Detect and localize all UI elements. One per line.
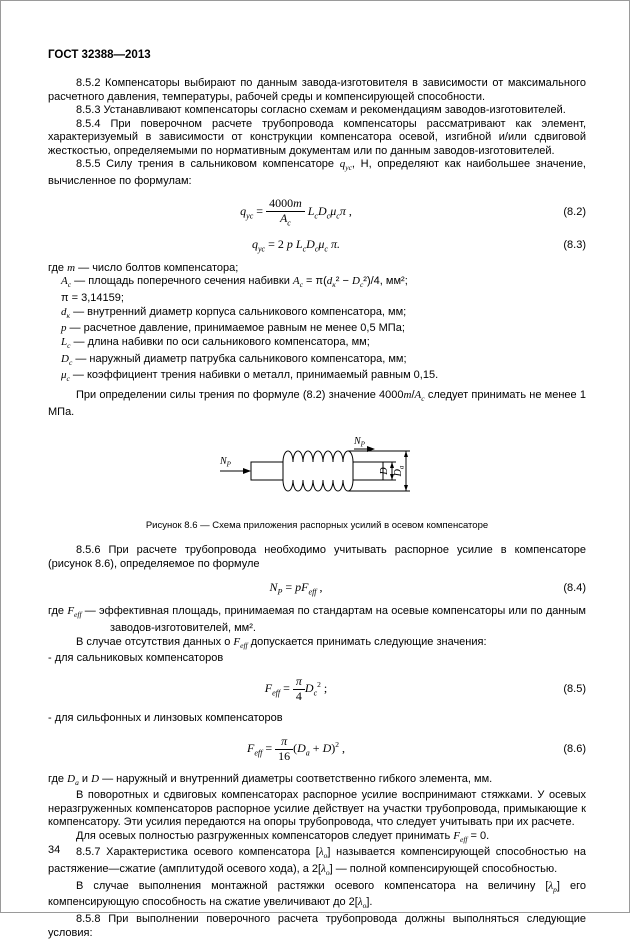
var-D-sub: с bbox=[68, 357, 73, 367]
f83-q-sub: ус bbox=[258, 243, 266, 253]
f86-plus: + bbox=[309, 740, 323, 755]
f86-pi: π bbox=[281, 733, 288, 748]
p857a-lambda-1: λ bbox=[318, 846, 324, 859]
term-Dc-text: — наружный диаметр патрубка сальникового компенсатора, мм; bbox=[72, 352, 407, 365]
formula-8-5-body bbox=[48, 675, 544, 704]
f82-den-sub: с bbox=[287, 218, 291, 228]
page-content bbox=[48, 49, 586, 940]
var-mu-sub: с bbox=[66, 374, 70, 384]
term-Lc-text: — длина набивки по оси сальникового компенсатора, мм; bbox=[70, 335, 370, 348]
f83-tail: π. bbox=[330, 236, 340, 251]
f83-D: D bbox=[306, 236, 315, 251]
term-p bbox=[48, 322, 586, 336]
p857b-lambda-1-sub: р bbox=[553, 884, 557, 894]
feff-F: F bbox=[67, 605, 75, 618]
paragraph-8-5-3: 8.5.3 Устанавливают компенсаторы согласно схемам и рекомендациям заводов-изготовителей. bbox=[76, 104, 566, 116]
f82-mu-sub: с bbox=[336, 211, 340, 221]
term-Ac-f3: ²)/4, мм²; bbox=[363, 275, 408, 288]
term-dk bbox=[48, 306, 586, 323]
f83-q: q bbox=[252, 236, 258, 251]
formula-8-2 bbox=[48, 197, 586, 227]
f84-F: F bbox=[301, 580, 309, 595]
f83-mu-sub: с bbox=[324, 243, 328, 253]
feff-lead: где bbox=[48, 605, 68, 618]
p857b-text-1: В случае выполнения монтажной растяжки осевого компенсатора на величину [ bbox=[76, 879, 549, 892]
var-d-sub: к bbox=[66, 310, 71, 320]
p857a-text-1: 8.5.7 Характеристика осевого компенсатора [ bbox=[76, 846, 319, 859]
svg-text:NР: $N_Р$ bbox=[220, 456, 231, 469]
f85-D-sub: с bbox=[313, 688, 318, 698]
left-force-arrow bbox=[219, 456, 251, 474]
friction-slash: / bbox=[411, 388, 415, 401]
f82-q-sub: ус bbox=[246, 211, 254, 221]
f82-q: q bbox=[240, 204, 247, 219]
razgr-F: F bbox=[453, 829, 460, 842]
f82-D: D bbox=[317, 204, 327, 219]
p857b-lambda-2: λ bbox=[357, 896, 363, 909]
p857a-text-3: ] — полной компенсирующей способностью. bbox=[329, 863, 558, 876]
f85-sup: 2 bbox=[317, 679, 321, 689]
term-Lc bbox=[48, 336, 586, 353]
term-pi-text: π = 3,14159; bbox=[61, 292, 124, 305]
bellows bbox=[283, 451, 353, 491]
feff-F-sub: eff bbox=[74, 610, 82, 620]
friction-text-b: следует принимать не менее 1 МПа. bbox=[48, 388, 586, 418]
var-L: L bbox=[61, 335, 68, 348]
f82-numerator bbox=[266, 197, 305, 212]
friction-text-a: При определении силы трения по формуле (8.2) значение 4000 bbox=[76, 388, 404, 401]
formula-8-2-body bbox=[48, 197, 544, 227]
formula-8-6-body bbox=[48, 735, 544, 764]
f84-N-sub: Р bbox=[277, 587, 283, 597]
compensator-diagram bbox=[217, 431, 417, 511]
f86-F-sub: eff bbox=[254, 748, 263, 758]
term-pi bbox=[48, 292, 586, 306]
f85-number: (8.5) bbox=[563, 683, 586, 696]
figure-8-6 bbox=[48, 431, 586, 532]
term-Ac bbox=[48, 275, 586, 292]
term-Ac-fA: A bbox=[292, 275, 300, 288]
p857a-lambda-2-sub: о bbox=[325, 868, 330, 878]
f86-paren-close: ) bbox=[331, 740, 336, 755]
var-p: р bbox=[61, 322, 67, 335]
paragraph-absence bbox=[48, 636, 586, 653]
f83-L: L bbox=[295, 236, 303, 251]
f82-equals: = bbox=[253, 204, 267, 219]
razgr-F-sub: eff bbox=[460, 834, 468, 844]
f86-denominator: 16 bbox=[278, 748, 291, 763]
absence-F: F bbox=[233, 635, 241, 648]
f84-equals: = bbox=[282, 580, 296, 595]
bullet-silfon: - для сильфонных и линзовых компенсаторов bbox=[48, 712, 283, 725]
figure-8-6-caption: Рисунок 8.6 — Схема приложения распорных усилий в осевом компенсаторе bbox=[145, 520, 489, 532]
page-number: 34 bbox=[48, 844, 61, 856]
f86-D: D bbox=[322, 740, 332, 755]
var-D: D bbox=[61, 352, 69, 365]
term-Ac-fD: D bbox=[352, 275, 360, 288]
f85-pi: π bbox=[295, 673, 302, 688]
f84-number: (8.4) bbox=[563, 582, 586, 595]
f84-p: p bbox=[295, 580, 302, 595]
f85-F-sub: eff bbox=[272, 688, 281, 698]
formula-8-4 bbox=[48, 580, 586, 596]
dwhere-Da: D bbox=[67, 772, 76, 785]
razgr-text-b: = 0. bbox=[467, 829, 490, 842]
p857b-text-3: ]. bbox=[366, 896, 373, 909]
f82-tail: , bbox=[345, 204, 352, 219]
paragraph-8-5-4: 8.5.4 При поверочном расчете трубопровода компенсаторы рассматривают как элемент, характеризуемый в зависимости от конструкции компенсатора осевой, изгибной и/или сдвиговой жесткостью, определяемыми по нормативным документам или по данным заводов-изготовителей. bbox=[48, 117, 586, 157]
f82-D-sub: с bbox=[326, 211, 331, 221]
dwhere-Da-sub: а bbox=[75, 777, 79, 787]
f85-D: D bbox=[304, 680, 314, 695]
term-Dc bbox=[48, 353, 586, 370]
doc-number: ГОСТ 32388—2013 bbox=[48, 49, 151, 61]
paragraph-8-5-7 bbox=[48, 846, 586, 879]
p857b-lambda-2-sub: о bbox=[362, 901, 367, 911]
paragraph-feff-where bbox=[48, 605, 586, 635]
f82-L-sub: с bbox=[314, 211, 318, 221]
term-Ac-text: — площадь поперечного сечения набивки bbox=[71, 275, 293, 288]
f85-denominator: 4 bbox=[295, 688, 302, 703]
formula-8-3-body bbox=[48, 237, 544, 253]
var-mu: μ bbox=[61, 369, 67, 382]
f86-fraction bbox=[275, 735, 293, 764]
friction-var-A-sub: с bbox=[421, 394, 425, 404]
dwhere-D: D bbox=[91, 772, 100, 785]
f82-L: L bbox=[307, 204, 315, 219]
f82-pi: π bbox=[339, 204, 346, 219]
f83-mu: μ bbox=[318, 236, 325, 251]
paragraph-friction-note bbox=[48, 389, 586, 419]
feff-text: — эффективная площадь, принимаемая по стандартам на осевые компенсаторы или по данным заводов-изготовителей, мм². bbox=[81, 605, 586, 635]
svg-text:NР: $N_Р$ bbox=[354, 436, 365, 449]
var-A-sub: с bbox=[67, 280, 72, 290]
f86-equals: = bbox=[262, 740, 276, 755]
formula-8-3 bbox=[48, 237, 586, 253]
friction-var-m: m bbox=[403, 388, 412, 401]
paragraph-d-where bbox=[48, 773, 586, 790]
f86-Da: D bbox=[297, 740, 306, 755]
f82-num-var: m bbox=[293, 196, 302, 211]
p855-text-a: 8.5.5 Силу трения в сальниковом компенсаторе bbox=[76, 158, 340, 170]
dwhere-and: и bbox=[78, 772, 92, 785]
var-m: m bbox=[67, 261, 76, 274]
p855-text-b: , Н, определяют как наибольшее значение, вычисленное по формулам: bbox=[48, 158, 586, 187]
term-m-text: — число болтов компенсатора; bbox=[75, 261, 239, 274]
var-q: q bbox=[339, 158, 346, 170]
f86-number: (8.6) bbox=[563, 743, 586, 756]
paragraph-razgruzh bbox=[48, 830, 586, 847]
term-m bbox=[48, 262, 586, 276]
left-pipe bbox=[251, 462, 283, 480]
paragraph-8-5-5 bbox=[48, 158, 586, 188]
absence-text-b: допускается принимать следующие значения: bbox=[247, 635, 487, 648]
svg-text:D: D bbox=[379, 467, 390, 475]
f83-number: (8.3) bbox=[563, 238, 586, 251]
f83-p: р bbox=[286, 236, 293, 251]
absence-text-a: В случае отсутствия данных о bbox=[76, 635, 234, 648]
f85-fraction bbox=[293, 675, 305, 704]
term-Ac-fd: d bbox=[326, 275, 333, 288]
f86-sup: 2 bbox=[335, 739, 339, 749]
absence-F-sub: eff bbox=[240, 640, 248, 650]
p857a-text-2: ] называется компенсирующей способностью на растяжение—сжатие (амплитудой осевого хода), а 2[ bbox=[48, 846, 586, 876]
f86-F: F bbox=[247, 740, 255, 755]
f86-Da-sub: а bbox=[305, 748, 310, 758]
f82-den-var: A bbox=[279, 210, 288, 225]
f82-num-const: 4000 bbox=[269, 196, 294, 211]
svg-text:Dа: $D_а$ bbox=[393, 465, 406, 477]
p857b-text-2: ] его компенсирующую способность на сжатие увеличивают до 2[ bbox=[48, 879, 587, 909]
formula-8-6 bbox=[48, 735, 586, 764]
f85-equals: = bbox=[280, 680, 293, 695]
f86-paren-open: ( bbox=[293, 740, 298, 755]
f83-mid: = 2 bbox=[265, 236, 287, 251]
var-q-sub: ус bbox=[345, 163, 352, 173]
term-Ac-f2: ² − bbox=[335, 275, 352, 288]
razgr-text-a: Для осевых полностью разгруженных компенсаторов следует принимать bbox=[76, 829, 454, 842]
paragraph-8-5-7-b bbox=[48, 880, 586, 913]
term-Ac-fA-sub: с bbox=[299, 280, 303, 290]
f82-mu: μ bbox=[330, 204, 337, 219]
f82-fraction bbox=[266, 197, 305, 227]
paragraph-povorot: В поворотных и сдвиговых компенсаторах распорное усилие воспринимают стяжками. У осевых неразгруженных компенсаторов распорное усилие действует на участки трубопровода, примыкающие к компенсатору. Эти усилия передаются на опоры трубопровода, что следует учитывать при их расчете. bbox=[48, 789, 586, 829]
term-mu bbox=[48, 369, 586, 386]
f86-tail: , bbox=[339, 740, 345, 755]
f84-tail: , bbox=[316, 580, 323, 595]
f85-numerator bbox=[293, 675, 305, 690]
p857b-lambda-1: λ bbox=[548, 879, 554, 892]
f82-denominator bbox=[266, 212, 305, 228]
f84-N: N bbox=[269, 580, 278, 595]
dwhere-text: — наружный и внутренний диаметры соответственно гибкого элемента, мм. bbox=[99, 772, 493, 785]
f85-tail: ; bbox=[320, 680, 328, 695]
f86-numerator bbox=[275, 735, 293, 750]
friction-var-A: A bbox=[414, 388, 422, 401]
right-force-arrow bbox=[353, 436, 375, 452]
term-Ac-fD-sub: с bbox=[359, 280, 364, 290]
p857a-lambda-2: λ bbox=[321, 863, 326, 876]
var-A: A bbox=[61, 275, 68, 288]
var-L-sub: с bbox=[67, 341, 71, 351]
paragraph-8-5-6: 8.5.6 При расчете трубопровода необходимо учитывать распорное усилие в компенсаторе (рисунок 8.6), определяемое по формуле bbox=[48, 544, 586, 570]
terms-list bbox=[48, 262, 586, 386]
term-mu-text: — коэффициент трения набивки о металл, принимаемый равным 0,15. bbox=[69, 369, 439, 382]
term-p-text: — расчетное давление, принимаемое равным не менее 0,5 МПа; bbox=[66, 322, 405, 335]
formula-8-4-body bbox=[48, 580, 544, 596]
f84-F-sub: eff bbox=[308, 587, 317, 597]
term-Ac-f1: = π( bbox=[302, 275, 327, 288]
var-d: d bbox=[61, 305, 67, 318]
paragraph-8-5-8: 8.5.8 При выполнении поверочного расчета трубопровода должны выполняться следующие условия: bbox=[48, 913, 586, 939]
term-Ac-fd-sub: к bbox=[332, 280, 336, 290]
f85-F: F bbox=[264, 680, 273, 695]
f83-D-sub: с bbox=[314, 243, 319, 253]
f83-L-sub: с bbox=[302, 243, 307, 253]
paragraph-8-5-2: 8.5.2 Компенсаторы выбирают по данным завода-изготовителя в зависимости от максимального расчетного давления, температуры, рабочей среды и компенсирующей способности. bbox=[48, 77, 586, 103]
f82-number: (8.2) bbox=[563, 206, 586, 219]
dwhere-lead: где bbox=[48, 772, 68, 785]
term-m-lead: где bbox=[48, 261, 68, 274]
term-dk-text: — внутренний диаметр корпуса сальникового компенсатора, мм; bbox=[70, 305, 407, 318]
p857a-lambda-1-sub: о bbox=[323, 851, 328, 861]
bullet-salnik: - для сальниковых компенсаторов bbox=[48, 652, 224, 665]
formula-8-5 bbox=[48, 675, 586, 704]
